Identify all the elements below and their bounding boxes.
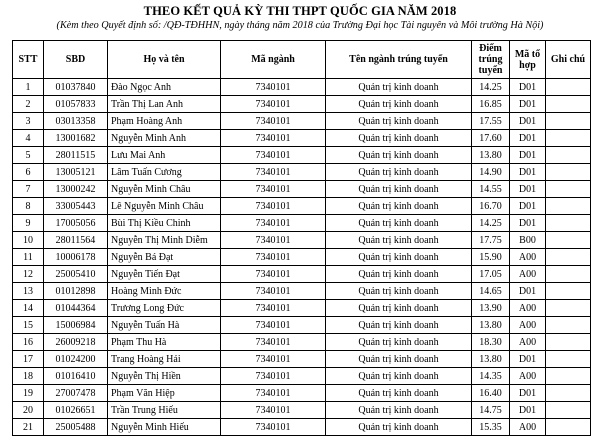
cell-note	[546, 266, 591, 283]
cell-sbd: 01016410	[44, 368, 108, 385]
cell-major-code: 7340101	[221, 368, 326, 385]
cell-major-code: 7340101	[221, 402, 326, 419]
cell-name: Đào Ngọc Anh	[108, 79, 221, 96]
cell-name: Trương Long Đức	[108, 300, 221, 317]
cell-major-code: 7340101	[221, 419, 326, 436]
cell-stt: 18	[13, 368, 44, 385]
cell-major-code: 7340101	[221, 215, 326, 232]
cell-combo: D01	[510, 147, 546, 164]
table-row	[13, 232, 591, 249]
cell-name: Trần Trung Hiếu	[108, 402, 221, 419]
cell-note	[546, 283, 591, 300]
cell-score: 14.25	[472, 215, 510, 232]
table-row	[13, 79, 591, 96]
cell-sbd: 01024200	[44, 351, 108, 368]
table-row	[13, 113, 591, 130]
cell-major-code: 7340101	[221, 164, 326, 181]
cell-major-code: 7340101	[221, 334, 326, 351]
cell-name: Phạm Hoàng Anh	[108, 113, 221, 130]
cell-sbd: 13001682	[44, 130, 108, 147]
cell-sbd: 03013358	[44, 113, 108, 130]
cell-major-name: Quản trị kinh doanh	[326, 232, 472, 249]
table-row	[13, 147, 591, 164]
cell-sbd: 27007478	[44, 385, 108, 402]
cell-major-name: Quản trị kinh doanh	[326, 419, 472, 436]
cell-name: Nguyễn Tiến Đạt	[108, 266, 221, 283]
header-note: Ghi chú	[546, 41, 591, 79]
cell-major-name: Quản trị kinh doanh	[326, 402, 472, 419]
cell-note	[546, 181, 591, 198]
cell-sbd: 25005488	[44, 419, 108, 436]
cell-major-code: 7340101	[221, 351, 326, 368]
cell-combo: D01	[510, 130, 546, 147]
cell-score: 13.80	[472, 147, 510, 164]
table-row	[13, 215, 591, 232]
table-row	[13, 419, 591, 436]
cell-note	[546, 96, 591, 113]
cell-combo: D01	[510, 351, 546, 368]
cell-stt: 11	[13, 249, 44, 266]
cell-name: Nguyễn Thị Minh Diễm	[108, 232, 221, 249]
cell-major-name: Quản trị kinh doanh	[326, 334, 472, 351]
cell-note	[546, 232, 591, 249]
cell-name: Bùi Thị Kiều Chinh	[108, 215, 221, 232]
cell-name: Trang Hoàng Hải	[108, 351, 221, 368]
cell-note	[546, 164, 591, 181]
cell-sbd: 28011564	[44, 232, 108, 249]
cell-sbd: 26009218	[44, 334, 108, 351]
cell-note	[546, 419, 591, 436]
table-row	[13, 385, 591, 402]
cell-score: 14.75	[472, 402, 510, 419]
cell-major-name: Quản trị kinh doanh	[326, 215, 472, 232]
cell-note	[546, 249, 591, 266]
table-row	[13, 164, 591, 181]
table-row	[13, 249, 591, 266]
cell-stt: 12	[13, 266, 44, 283]
cell-note	[546, 300, 591, 317]
cell-sbd: 01044364	[44, 300, 108, 317]
cell-stt: 6	[13, 164, 44, 181]
cell-combo: D01	[510, 79, 546, 96]
cell-sbd: 01037840	[44, 79, 108, 96]
cell-note	[546, 79, 591, 96]
header-combo: Mã tổ hợp	[510, 41, 546, 79]
table-row	[13, 402, 591, 419]
cell-stt: 19	[13, 385, 44, 402]
cell-stt: 21	[13, 419, 44, 436]
cell-combo: D01	[510, 181, 546, 198]
cell-major-code: 7340101	[221, 317, 326, 334]
cell-major-name: Quản trị kinh doanh	[326, 147, 472, 164]
admission-table	[12, 40, 591, 436]
cell-major-name: Quản trị kinh doanh	[326, 385, 472, 402]
cell-stt: 17	[13, 351, 44, 368]
table-row	[13, 317, 591, 334]
cell-combo: A00	[510, 300, 546, 317]
header-stt: STT	[13, 41, 44, 79]
cell-sbd: 01012898	[44, 283, 108, 300]
cell-sbd: 10006178	[44, 249, 108, 266]
cell-stt: 1	[13, 79, 44, 96]
cell-major-name: Quản trị kinh doanh	[326, 351, 472, 368]
cell-stt: 16	[13, 334, 44, 351]
table-row	[13, 198, 591, 215]
cell-name: Lâm Tuấn Cương	[108, 164, 221, 181]
table-row	[13, 96, 591, 113]
cell-major-code: 7340101	[221, 198, 326, 215]
cell-major-code: 7340101	[221, 232, 326, 249]
cell-major-code: 7340101	[221, 181, 326, 198]
cell-sbd: 13005121	[44, 164, 108, 181]
cell-sbd: 15006984	[44, 317, 108, 334]
table-row	[13, 368, 591, 385]
cell-note	[546, 113, 591, 130]
cell-score: 15.90	[472, 249, 510, 266]
table-header-row	[13, 41, 591, 79]
cell-combo: D01	[510, 113, 546, 130]
cell-combo: D01	[510, 164, 546, 181]
cell-stt: 20	[13, 402, 44, 419]
cell-combo: A00	[510, 334, 546, 351]
header-sbd: SBD	[44, 41, 108, 79]
cell-stt: 14	[13, 300, 44, 317]
cell-score: 13.80	[472, 351, 510, 368]
cell-combo: D01	[510, 283, 546, 300]
cell-name: Lê Nguyễn Minh Châu	[108, 198, 221, 215]
cell-score: 17.05	[472, 266, 510, 283]
cell-stt: 10	[13, 232, 44, 249]
cell-major-name: Quản trị kinh doanh	[326, 249, 472, 266]
cell-score: 17.75	[472, 232, 510, 249]
cell-major-code: 7340101	[221, 147, 326, 164]
table-row	[13, 266, 591, 283]
cell-combo: B00	[510, 232, 546, 249]
document-subtitle: (Kèm theo Quyết định số: /QĐ-TĐHHN, ngày tháng năm 2018 của Trường Đại học Tài nguyên và Môi trường Hà Nội)	[56, 20, 544, 31]
cell-stt: 8	[13, 198, 44, 215]
cell-name: Trần Thị Lan Anh	[108, 96, 221, 113]
cell-major-name: Quản trị kinh doanh	[326, 130, 472, 147]
header-major-name: Tên ngành trúng tuyển	[326, 41, 472, 79]
cell-score: 16.70	[472, 198, 510, 215]
cell-note	[546, 130, 591, 147]
cell-major-code: 7340101	[221, 249, 326, 266]
cell-major-name: Quản trị kinh doanh	[326, 164, 472, 181]
cell-score: 17.55	[472, 113, 510, 130]
cell-major-code: 7340101	[221, 130, 326, 147]
table-row	[13, 334, 591, 351]
cell-major-code: 7340101	[221, 385, 326, 402]
cell-score: 13.90	[472, 300, 510, 317]
cell-note	[546, 351, 591, 368]
table-row	[13, 300, 591, 317]
cell-score: 14.55	[472, 181, 510, 198]
cell-name: Phạm Văn Hiệp	[108, 385, 221, 402]
table-row	[13, 181, 591, 198]
document-title: THEO KẾT QUẢ KỲ THI THPT QUỐC GIA NĂM 2018	[143, 4, 457, 18]
cell-stt: 2	[13, 96, 44, 113]
cell-stt: 4	[13, 130, 44, 147]
cell-score: 16.40	[472, 385, 510, 402]
cell-combo: D01	[510, 385, 546, 402]
cell-sbd: 17005056	[44, 215, 108, 232]
cell-combo: A00	[510, 419, 546, 436]
cell-note	[546, 402, 591, 419]
header-score: Điểm trúng tuyển	[472, 41, 510, 79]
cell-score: 14.25	[472, 79, 510, 96]
cell-major-name: Quản trị kinh doanh	[326, 113, 472, 130]
table-row	[13, 351, 591, 368]
cell-sbd: 33005443	[44, 198, 108, 215]
cell-combo: A00	[510, 368, 546, 385]
cell-score: 16.85	[472, 96, 510, 113]
cell-score: 14.35	[472, 368, 510, 385]
cell-major-name: Quản trị kinh doanh	[326, 317, 472, 334]
table-row	[13, 283, 591, 300]
cell-major-code: 7340101	[221, 266, 326, 283]
cell-combo: D01	[510, 215, 546, 232]
cell-combo: D01	[510, 96, 546, 113]
cell-note	[546, 368, 591, 385]
header-name: Họ và tên	[108, 41, 221, 79]
cell-name: Nguyễn Tuấn Hà	[108, 317, 221, 334]
cell-stt: 5	[13, 147, 44, 164]
cell-stt: 9	[13, 215, 44, 232]
cell-major-name: Quản trị kinh doanh	[326, 181, 472, 198]
cell-name: Nguyễn Thị Hiền	[108, 368, 221, 385]
cell-stt: 13	[13, 283, 44, 300]
cell-combo: D01	[510, 402, 546, 419]
cell-combo: D01	[510, 198, 546, 215]
cell-name: Lưu Mai Anh	[108, 147, 221, 164]
cell-note	[546, 385, 591, 402]
cell-sbd: 13000242	[44, 181, 108, 198]
cell-note	[546, 198, 591, 215]
cell-sbd: 01026651	[44, 402, 108, 419]
cell-major-name: Quản trị kinh doanh	[326, 198, 472, 215]
cell-name: Nguyễn Minh Anh	[108, 130, 221, 147]
cell-major-name: Quản trị kinh doanh	[326, 300, 472, 317]
cell-stt: 15	[13, 317, 44, 334]
cell-sbd: 25005410	[44, 266, 108, 283]
cell-name: Nguyễn Bá Đạt	[108, 249, 221, 266]
cell-name: Hoàng Minh Đức	[108, 283, 221, 300]
cell-major-name: Quản trị kinh doanh	[326, 79, 472, 96]
cell-note	[546, 215, 591, 232]
cell-score: 14.90	[472, 164, 510, 181]
cell-major-code: 7340101	[221, 79, 326, 96]
cell-score: 15.35	[472, 419, 510, 436]
cell-major-name: Quản trị kinh doanh	[326, 368, 472, 385]
cell-major-code: 7340101	[221, 113, 326, 130]
cell-score: 17.60	[472, 130, 510, 147]
cell-note	[546, 147, 591, 164]
cell-name: Nguyễn Minh Châu	[108, 181, 221, 198]
cell-stt: 3	[13, 113, 44, 130]
table-row	[13, 130, 591, 147]
cell-note	[546, 317, 591, 334]
cell-combo: A00	[510, 249, 546, 266]
cell-stt: 7	[13, 181, 44, 198]
cell-combo: A00	[510, 317, 546, 334]
cell-score: 14.65	[472, 283, 510, 300]
cell-sbd: 01057833	[44, 96, 108, 113]
cell-major-name: Quản trị kinh doanh	[326, 96, 472, 113]
cell-major-name: Quản trị kinh doanh	[326, 266, 472, 283]
cell-major-code: 7340101	[221, 283, 326, 300]
cell-sbd: 28011515	[44, 147, 108, 164]
cell-name: Nguyễn Minh Hiếu	[108, 419, 221, 436]
cell-combo: A00	[510, 266, 546, 283]
cell-name: Phạm Thu Hà	[108, 334, 221, 351]
cell-score: 18.30	[472, 334, 510, 351]
header-major-code: Mã ngành	[221, 41, 326, 79]
cell-major-code: 7340101	[221, 300, 326, 317]
cell-score: 13.80	[472, 317, 510, 334]
cell-major-code: 7340101	[221, 96, 326, 113]
cell-note	[546, 334, 591, 351]
cell-major-name: Quản trị kinh doanh	[326, 283, 472, 300]
